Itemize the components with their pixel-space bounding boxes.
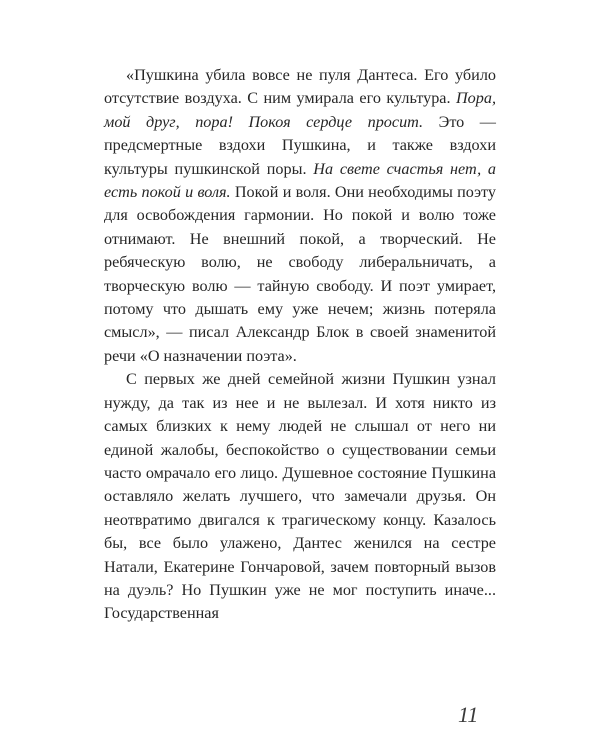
page-number: 11 — [458, 702, 479, 727]
text-segment: Покой и воля. Они необходимы поэту для освобождения гармонии. Но покой и волю тоже отнимают. Не внешний покой, а творческий. Не ребяческую волю, не свободу либеральничать, а творческую волю — тайную свободу. И поэт умирает, потому что дышать ему уже нечем; жизнь потеряла смысл», — писал Александр Блок в своей знаменитой речи «О назначении поэта». — [104, 183, 496, 365]
italic-quote: Пора, мой друг, пора! Покоя сердце просит. — [104, 89, 496, 131]
body-text — [104, 64, 496, 626]
text-segment: «Пушкина убила вовсе не пуля Дантеса. Его убило отсутствие воздуха. С ним умирала его культура. — [104, 66, 496, 108]
text-segment: С первых же дней семейной жизни Пушкин узнал нужду, да так из нее и не вылезал. И хотя никто из самых близких к нему людей не слышал от него ни единой жалобы, беспокойство о существовании семьи часто омрачало его лицо. Душевное состояние Пушкина оставляло желать лучшего, что замечали друзья. Он неотвратимо двигался к трагическому концу. Казалось бы, все было улажено, Дантес женился на сестре Натали, Екатерине Гончаровой, зачем повторный вызов на дуэль? Но Пушкин уже не мог поступить иначе... Государственная — [104, 370, 496, 623]
paragraph-2 — [104, 368, 496, 625]
text-segment: Это — предсмертные вздохи Пушкина, и также вздохи культуры пушкинской поры. — [104, 112, 496, 178]
paragraph-1 — [104, 64, 496, 368]
italic-quote: На свете счастья нет, а есть покой и воля. — [104, 159, 497, 202]
